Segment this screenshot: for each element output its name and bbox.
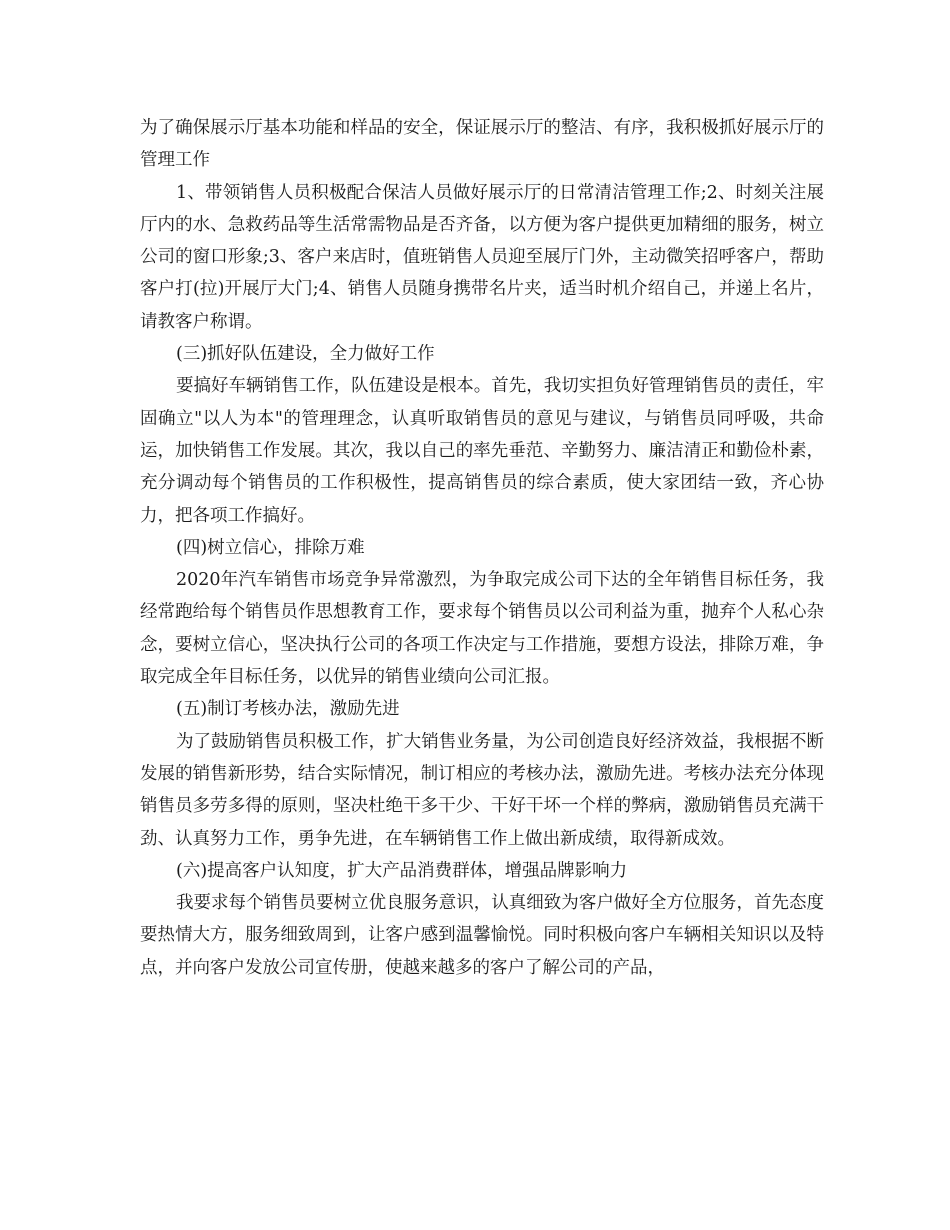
paragraph-showroom-measures: 1、带领销售人员积极配合保洁人员做好展示厅的日常清洁管理工作;2、时刻关注展厅内的水、急救药品等生活常需物品是否齐备，以方便为客户提供更加精细的服务，树立公司的窗口形象;3、客户来店时，值班销售人员迎至展厅门外，主动微笑招呼客户，帮助客户打(拉)开展厅大门;4、销售人员随身携带名片夹，适当时机介绍自己，并递上名片，请教客户称谓。 <box>140 182 824 332</box>
section-heading-6: (六)提高客户认知度，扩大产品消费群体，增强品牌影响力 <box>176 860 628 881</box>
section-heading-4: (四)树立信心，排除万难 <box>176 537 365 558</box>
paragraph-team-building: 要搞好车辆销售工作，队伍建设是根本。首先，我切实担负好管理销售员的责任，牢固确立"以人为本"的管理理念，认真听取销售员的意见与建议，与销售员同呼吸，共命运，加快销售工作发展。其次，我以自己的率先垂范、辛勤努力、廉洁清正和勤俭朴素，充分调动每个销售员的工作积极性，提高销售员的综合素质，使大家团结一致，齐心协力，把各项工作搞好。 <box>140 376 824 526</box>
section-heading-5: (五)制订考核办法，激励先进 <box>176 699 400 720</box>
paragraph-intro: 为了确保展示厅基本功能和样品的安全，保证展示厅的整洁、有序，我积极抓好展示厅的管理工作 <box>140 118 824 171</box>
document-body <box>140 112 824 984</box>
paragraph-confidence: 2020年汽车销售市场竞争异常激烈，为争取完成公司下达的全年销售目标任务，我经常跑给每个销售员作思想教育工作，要求每个销售员以公司利益为重，抛弃个人私心杂念，要树立信心，坚决执行公司的各项工作决定与工作措施，要想方设法，排除万难，争取完成全年目标任务，以优异的销售业绩向公司汇报。 <box>140 570 824 688</box>
section-heading-3: (三)抓好队伍建设，全力做好工作 <box>176 344 435 365</box>
paragraph-customer-awareness: 我要求每个销售员要树立优良服务意识，认真细致为客户做好全方位服务，首先态度要热情大方，服务细致周到，让客户感到温馨愉悦。同时积极向客户车辆相关知识以及特点，并向客户发放公司宣传册，使越来越多的客户了解公司的产品， <box>140 893 824 978</box>
paragraph-assessment: 为了鼓励销售员积极工作，扩大销售业务量，为公司创造良好经济效益，我根据不断发展的销售新形势，结合实际情况，制订相应的考核办法，激励先进。考核办法充分体现销售员多劳多得的原则，坚决杜绝干多干少、干好干坏一个样的弊病，激励销售员充满干劲、认真努力工作，勇争先进，在车辆销售工作上做出新成绩，取得新成效。 <box>140 731 824 849</box>
